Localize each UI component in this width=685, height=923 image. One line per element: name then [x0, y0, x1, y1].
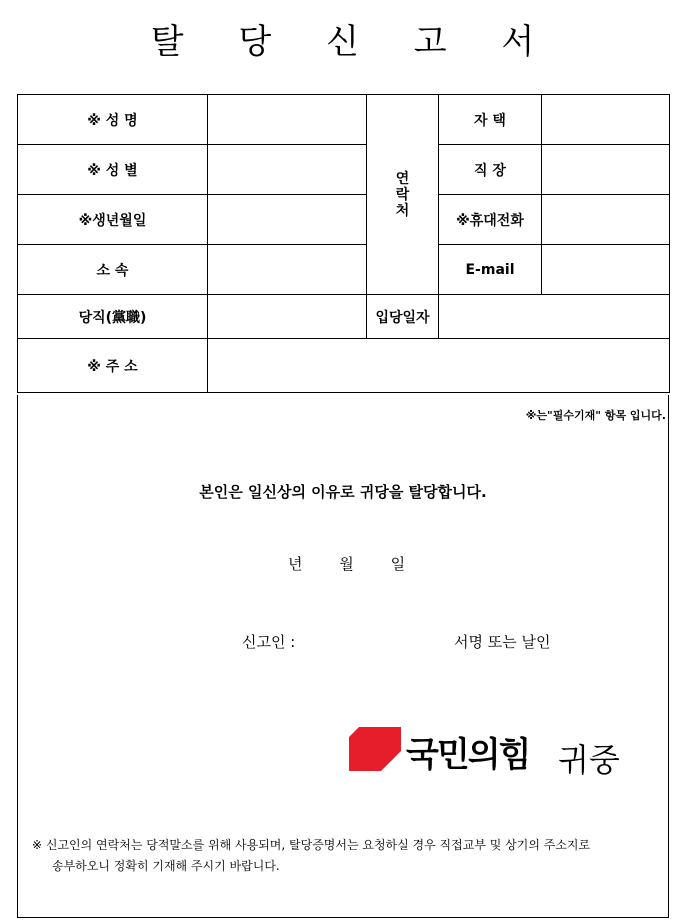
party-post-label: 당직(黨職) [18, 295, 208, 339]
year-label: 년 [288, 555, 303, 573]
party-post-field[interactable] [208, 295, 367, 339]
affiliation-label: 소 속 [18, 245, 208, 295]
affiliation-field[interactable] [208, 245, 367, 295]
home-phone-field[interactable] [542, 95, 670, 145]
home-phone-label: 자 택 [439, 95, 542, 145]
mobile-label: ※휴대전화 [439, 195, 542, 245]
footnote-line-1: ※ 신고인의 연락처는 당적말소를 위해 사용되며, 탈당증명서는 요청하실 경우 직접교부 및 상기의 주소지로 [32, 838, 591, 852]
email-field[interactable] [542, 245, 670, 295]
withdrawal-statement: 본인은 일신상의 이유로 귀당을 탈당합니다. [199, 483, 487, 501]
page-title: 탈 당 신 고 서 [150, 22, 557, 62]
join-date-field[interactable] [439, 295, 670, 339]
contact-label: 연 락 처 [367, 95, 439, 295]
party-logo-text: 국민의힘 [406, 735, 530, 775]
day-label: 일 [390, 555, 406, 573]
gender-label: ※ 성 별 [18, 145, 208, 195]
gender-field[interactable] [208, 145, 367, 195]
signature-label: 서명 또는 날인 [454, 633, 551, 651]
footnote-line-2: 송부하오니 정확히 기재해 주시기 바랍니다. [52, 859, 280, 873]
party-logo-icon [349, 727, 401, 771]
name-field[interactable] [208, 95, 367, 145]
name-label: ※ 성 명 [18, 95, 208, 145]
birth-label: ※생년월일 [18, 195, 208, 245]
work-phone-label: 직 장 [439, 145, 542, 195]
recipient-label: 귀중 [558, 741, 620, 779]
declaration-section [17, 395, 669, 918]
join-date-label: 입당일자 [367, 295, 439, 339]
footnote [32, 835, 662, 877]
work-phone-field[interactable] [542, 145, 670, 195]
reporter-label: 신고인 : [242, 633, 296, 651]
address-label: ※ 주 소 [18, 339, 208, 393]
required-note: ※는"필수기재" 항목 입니다. [525, 409, 666, 422]
email-label: E-mail [439, 245, 542, 295]
address-field[interactable] [208, 339, 670, 393]
month-label: 월 [339, 555, 354, 573]
mobile-field[interactable] [542, 195, 670, 245]
member-info-table [17, 94, 670, 393]
birth-field[interactable] [208, 195, 367, 245]
date-line [288, 553, 437, 574]
